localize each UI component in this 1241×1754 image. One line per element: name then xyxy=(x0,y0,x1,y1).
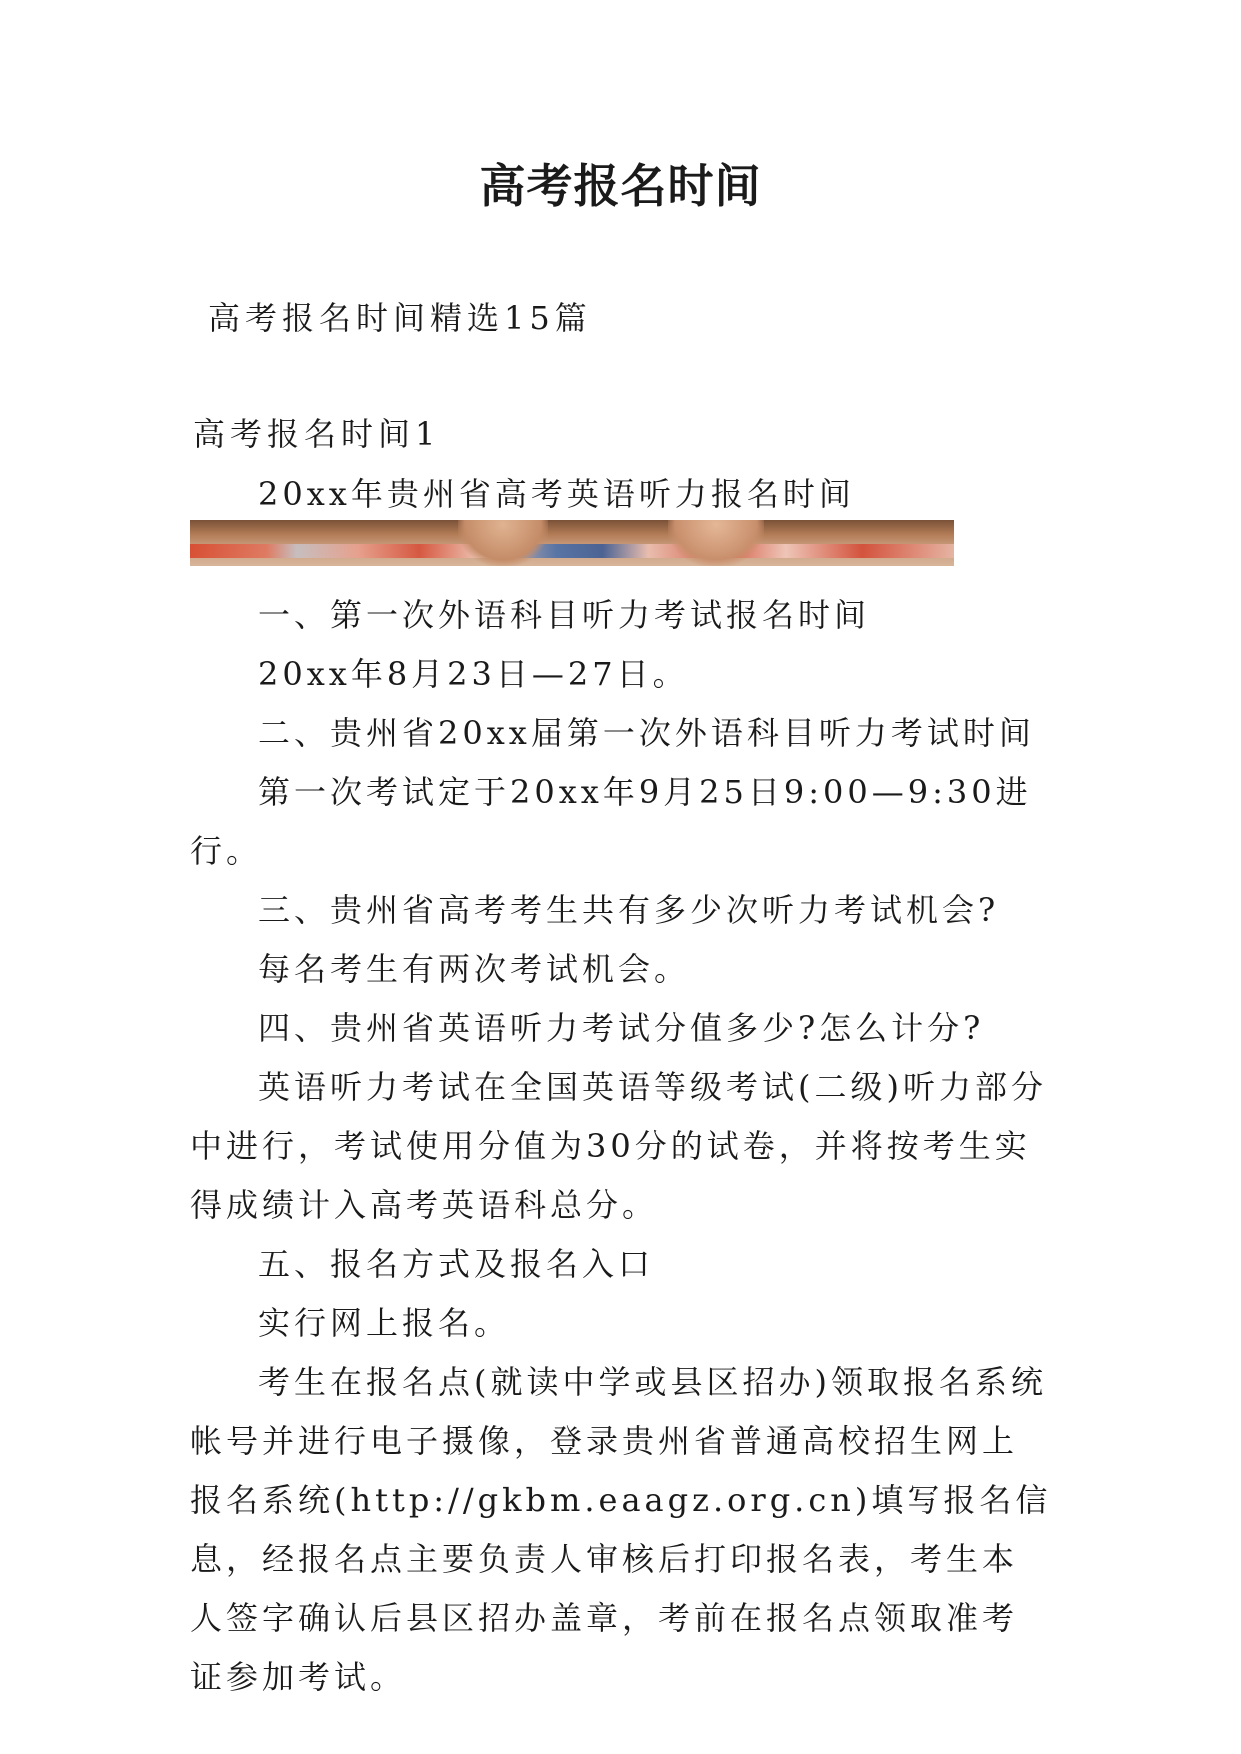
document-title: 高考报名时间 xyxy=(479,159,762,213)
banner-figure-left xyxy=(458,520,548,566)
document-subtitle: 高考报名时间精选15篇 xyxy=(208,299,592,337)
paragraph: 二、贵州省20xx届第一次外语科目听力考试时间 xyxy=(258,714,1035,752)
paragraph: 每名考生有两次考试机会。 xyxy=(258,950,691,988)
paragraph: 20xx年8月23日—27日。 xyxy=(258,655,689,693)
section-heading: 高考报名时间1 xyxy=(193,415,441,453)
paragraph: 第一次考试定于20xx年9月25日9:00—9:30进行。 xyxy=(190,773,1032,870)
paragraph: 一、第一次外语科目听力考试报名时间 xyxy=(258,596,871,634)
paragraph: 英语听力考试在全国英语等级考试(二级)听力部分中进行，考试使用分值为30分的试卷，并将按考生实得成绩计入高考英语科总分。 xyxy=(190,1068,1047,1224)
banner-image xyxy=(190,520,954,566)
paragraph: 四、贵州省英语听力考试分值多少?怎么计分? xyxy=(258,1009,985,1047)
paragraph: 五、报名方式及报名入口 xyxy=(258,1245,655,1283)
banner-figure-right xyxy=(668,520,764,566)
paragraph: 三、贵州省高考考生共有多少次听力考试机会? xyxy=(258,891,1000,929)
paragraph: 考生在报名点(就读中学或县区招办)领取报名系统帐号并进行电子摄像，登录贵州省普通高校招生网上报名系统(http://gkbm.eaagz.org.cn)填写报名信息，经报名点主要负责人审核后打印报名表，考生本人签字确认后县区招办盖章，考前在报名点领取准考证参加考试。 xyxy=(190,1363,1052,1696)
body-text xyxy=(190,586,1052,1707)
banner-strip xyxy=(190,544,954,558)
paragraph: 实行网上报名。 xyxy=(258,1304,511,1342)
article-title: 20xx年贵州省高考英语听力报名时间 xyxy=(258,475,855,513)
